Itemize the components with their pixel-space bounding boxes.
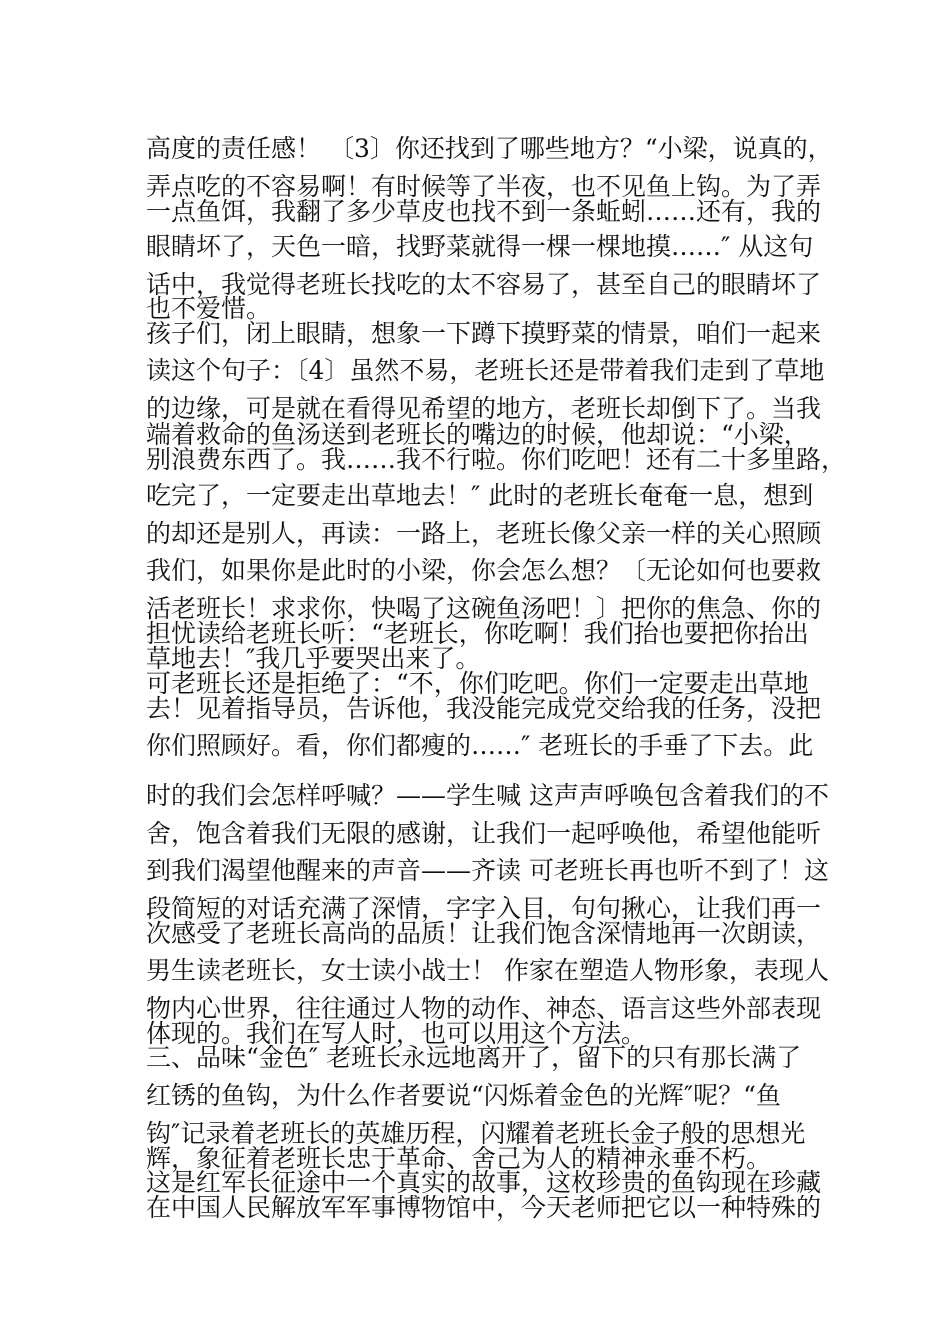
text-line: 红锈的鱼钩，为什么作者要说“闪烁着金色的光辉″呢？“鱼: [146, 1081, 781, 1110]
text-line: 读这个句子：〔4〕虽然不易，老班长还是带着我们走到了草地: [146, 356, 825, 385]
text-line: 担忧读给老班长听：“老班长，你吃啊！我们抬也要把你抬出: [146, 619, 809, 648]
text-line: 段简短的对话充满了深情，字字入目，句句揪心，让我们再一: [146, 894, 822, 923]
text-line: 弄点吃的不容易啊！有时候等了半夜，也不见鱼上钩。为了弄: [146, 172, 822, 201]
text-line: 活老班长！求求你，快喝了这碗鱼汤吧！〕把你的焦急、你的: [146, 594, 822, 623]
text-line: 我们，如果你是此时的小梁，你会怎么想？〔无论如何也要救: [146, 556, 822, 585]
text-line: 也不爱惜。: [146, 294, 272, 323]
text-line: 物内心世界，往往通过人物的动作、神态、语言这些外部表现: [146, 994, 822, 1023]
text-line: 端着救命的鱼汤送到老班长的嘴边的时候，他却说：“小梁，: [146, 420, 809, 449]
text-line: 辉，象征着老班长忠于革命、舍己为人的精神永垂不朽。: [146, 1144, 772, 1173]
text-line: 孩子们，闭上眼睛，想象一下蹲下摸野菜的情景，咱们一起来: [146, 319, 822, 348]
text-line: 次感受了老班长高尚的品质！让我们饱含深情地再一次朗读，: [146, 919, 822, 948]
text-line: 时的我们会怎样呼喊？——学生喊 这声声呼唤包含着我们的不: [146, 781, 829, 810]
text-line: 话中，我觉得老班长找吃的太不容易了，甚至自己的眼睛坏了: [146, 270, 822, 299]
text-line: 这是红军长征途中一个真实的故事，这枚珍贵的鱼钩现在珍藏: [146, 1168, 822, 1197]
text-line: 舍，饱含着我们无限的感谢，让我们一起呼唤他，希望他能听: [146, 819, 822, 848]
text-line: 男生读老班长，女士读小战士！ 作家在塑造人物形象，表现人: [146, 956, 829, 985]
text-line: 三、品味“金色″ 老班长永远地离开了，留下的只有那长满了: [146, 1043, 802, 1072]
text-line: 可老班长还是拒绝了：“不，你们吃吧。你们一定要走出草地: [146, 669, 809, 698]
text-line: 体现的。我们在写人时，也可以用这个方法。: [146, 1019, 647, 1048]
text-line: 眼睛坏了，天色一暗，找野菜就得一棵一棵地摸……″ 从这句: [146, 232, 814, 261]
text-line: 的却还是别人，再读：一路上，老班长像父亲一样的关心照顾: [146, 519, 822, 548]
text-line: 的边缘，可是就在看得见希望的地方，老班长却倒下了。当我: [146, 394, 822, 423]
text-line: 钩″记录着老班长的英雄历程，闪耀着老班长金子般的思想光: [146, 1119, 806, 1148]
text-line: 高度的责任感！ 〔3〕你还找到了哪些地方？“小梁，说真的，: [146, 134, 833, 163]
text-line: 吃完了，一定要走出草地去！″ 此时的老班长奄奄一息，想到: [146, 481, 814, 510]
text-line: 一点鱼饵，我翻了多少草皮也找不到一条蚯蚓……还有，我的: [146, 197, 822, 226]
text-line: 别浪费东西了。我……我不行啦。你们吃吧！还有二十多里路，: [146, 445, 847, 474]
text-line: 到我们渴望他醒来的声音——齐读 可老班长再也听不到了！这: [146, 856, 829, 885]
text-line: 草地去！″我几乎要哭出来了。: [146, 644, 481, 673]
text-line: 在中国人民解放军军事博物馆中，今天老师把它以一种特殊的: [146, 1193, 822, 1222]
text-line: 去！见着指导员，告诉他，我没能完成党交给我的任务，没把: [146, 694, 822, 723]
text-line: 你们照顾好。看，你们都瘦的……″ 老班长的手垂了下去。此: [146, 731, 814, 760]
